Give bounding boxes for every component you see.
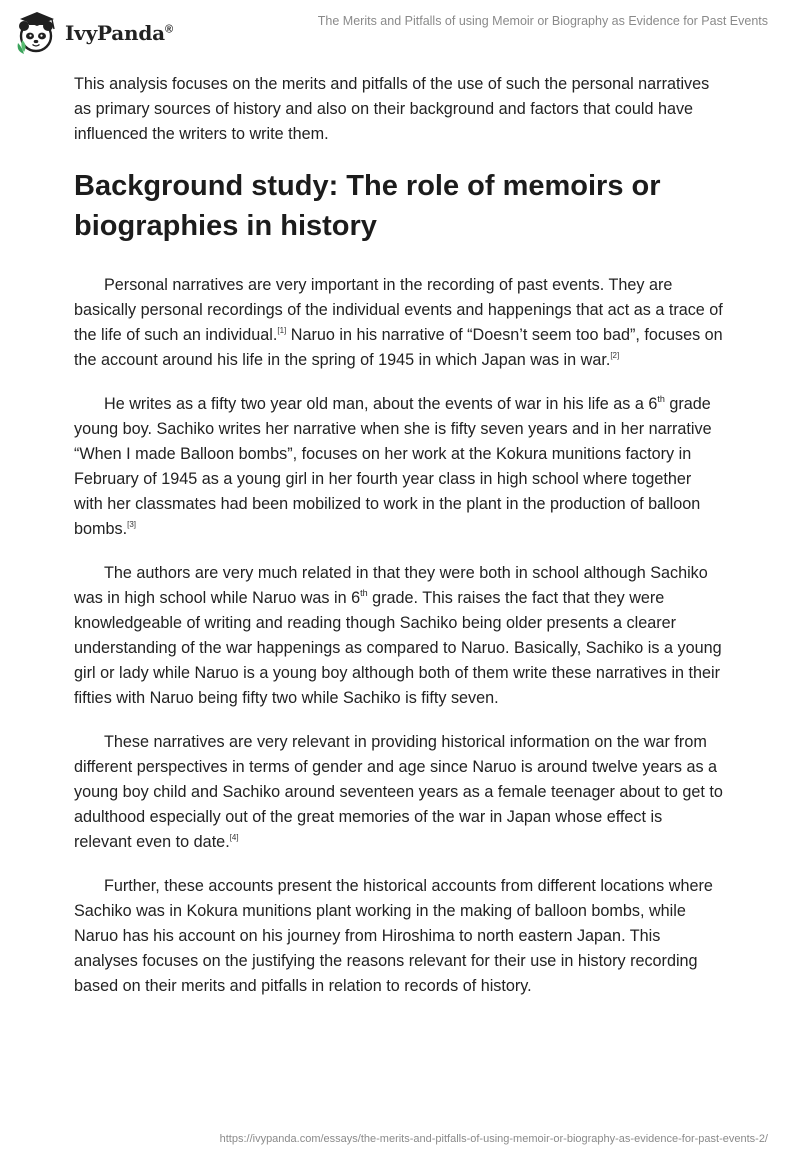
footnote-ref-1[interactable]: [1] — [277, 326, 287, 335]
page-header — [0, 0, 800, 60]
paragraph-3-text-b: grade. This raises the fact that they were knowledgeable of writing and reading though Sachiko being older presents a clearer understanding of the war happenings as compared to Naruo. Basically, Sachiko is a young girl or lady while Naruo is a young boy although both of them write these narratives in their fifties with Naruo being fifty two while Sachiko is fifty seven. — [74, 589, 722, 707]
paragraph-2 — [74, 392, 724, 542]
paragraph-3 — [74, 561, 724, 711]
footnote-ref-2[interactable]: [2] — [610, 351, 620, 360]
paragraph-3-text-a: The authors are very much related in that they were both in school although Sachiko was in high school while Naruo was in 6 — [74, 564, 708, 607]
paragraph-2-text-a: He writes as a fifty two year old man, about the events of war in his life as a 6 — [104, 395, 658, 413]
section-heading: Background study: The role of memoirs or biographies in history — [74, 170, 661, 242]
ivypanda-logo[interactable] — [15, 10, 173, 56]
ordinal-suffix: th — [657, 394, 665, 404]
intro-paragraph: This analysis focuses on the merits and pitfalls of the use of such the personal narratives as primary sources of history and also on their background and factors that could have influenced the writers to write them. — [74, 75, 710, 143]
paragraph-1 — [74, 273, 724, 373]
paragraph-5: Further, these accounts present the historical accounts from different locations where Sachiko was in Kokura munitions plant working in the making of balloon bombs, while Naruo has his account on his journey from Hiroshima to north eastern Japan. This analyses focuses on the justifying the reasons relevant for their use in history recording based on their merits and pitfalls in relation to records of history. — [74, 877, 713, 995]
essay-content — [74, 72, 724, 1018]
brand-name — [65, 21, 173, 45]
paragraph-2-text-b: grade young boy. Sachiko writes her narrative when she is fifty seven years and in her narrative “When I made Balloon bombs”, focuses on her work at the Kokura munitions factory in February of 1945 as a young girl in her fourth year class in high school where together with her classmates had been mobilized to work in the plant in the production of balloon bombs. — [74, 395, 712, 538]
footnote-ref-3[interactable]: [3] — [127, 520, 136, 529]
footnote-ref-4[interactable]: [4] — [229, 833, 239, 842]
document-title: The Merits and Pitfalls of using Memoir or Biography as Evidence for Past Events — [317, 14, 768, 28]
brand-text: IvyPanda — [65, 21, 165, 45]
paragraph-4-text: These narratives are very relevant in providing historical information on the war from different perspectives in terms of gender and age since Naruo is around twelve years as a young boy child and Sachiko around seventeen years as a female teenager about to get to adulthood especially out of the great memories of the war in Japan whose effect is relevant even to date. — [74, 733, 723, 851]
panda-graduation-cap-icon — [15, 10, 61, 56]
ordinal-suffix: th — [360, 588, 368, 598]
paragraph-1-text-a: Personal narratives are very important in the recording of past events. They are basically personal recordings of the individual events and happenings that act as a trace of the life of such an individual. — [74, 276, 723, 344]
paragraph-4 — [74, 730, 724, 855]
paragraph-1-text-b: Naruo in his narrative of “Doesn’t seem too bad”, focuses on the account around his life in the spring of 1945 in which Japan was in war. — [74, 326, 723, 369]
registered-mark: ® — [164, 23, 173, 36]
source-url[interactable]: https://ivypanda.com/essays/the-merits-and-pitfalls-of-using-memoir-or-biography-as-evidence-for-past-events-2/ — [219, 1133, 768, 1145]
